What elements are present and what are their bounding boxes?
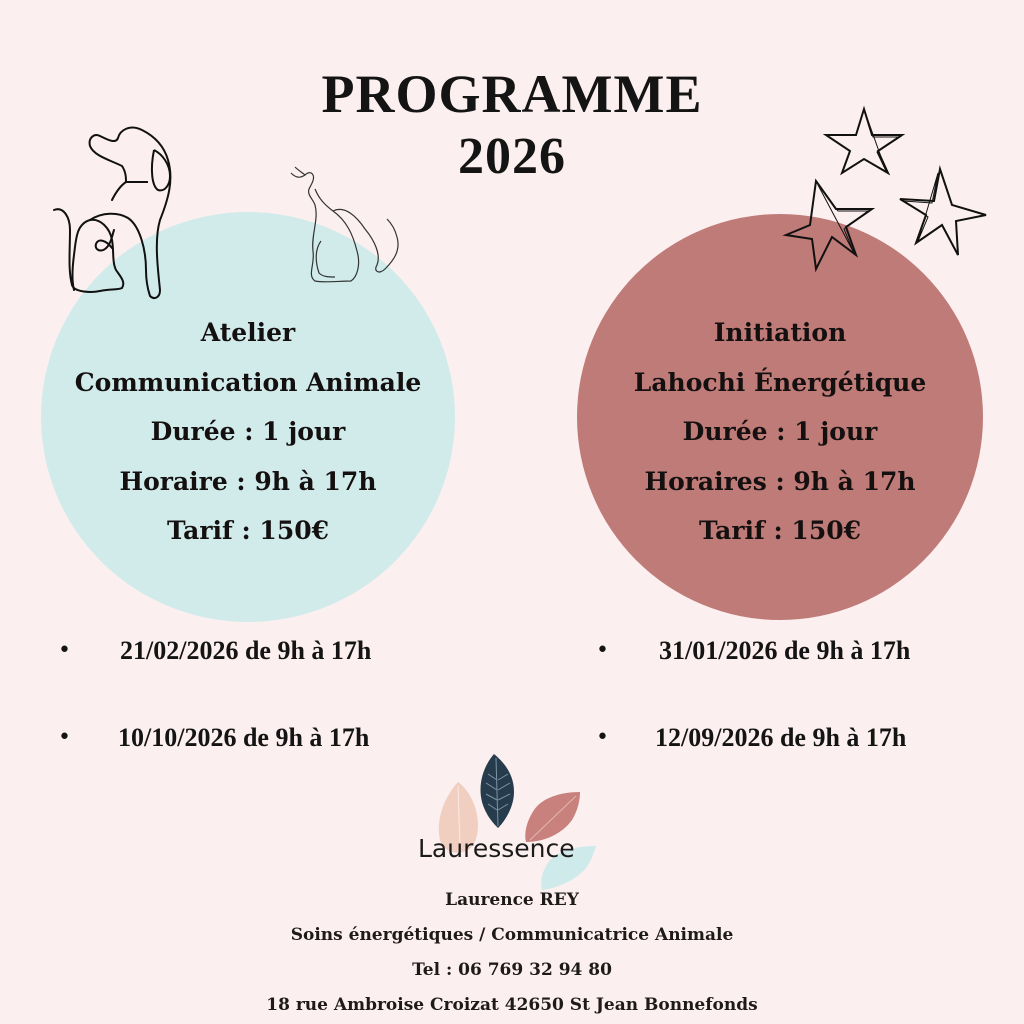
workshop-name: Lahochi Énergétique [633,367,927,397]
contact-address: 18 rue Ambroise Croizat 42650 St Jean Bonnefonds [266,995,758,1015]
star-icon [826,109,902,173]
workshop-type: Atelier [200,318,296,347]
workshop-communication-animale [40,308,456,556]
workshop-type: Initiation [713,318,847,347]
contact-profession: Soins énergétiques / Communicatrice Animale [290,925,734,945]
workshop-duration: Durée : 1 jour [150,417,346,446]
leaves-logo-icon [412,750,612,895]
star-icon [900,169,986,255]
bullet: • [596,725,609,750]
contact-name: Laurence REY [445,890,579,910]
dog-line-icon [50,120,190,305]
workshop-duration: Durée : 1 jour [682,417,878,446]
date-item: 31/01/2026 de 9h à 17h [659,636,911,665]
workshop-price: Tarif : 150€ [166,516,330,545]
date-item: 12/09/2026 de 9h à 17h [655,723,907,752]
workshop-price: Tarif : 150€ [698,516,862,545]
workshop-hours: Horaire : 9h à 17h [119,466,377,496]
logo-text: Lauressence [418,834,575,863]
cat-line-icon [285,165,405,285]
bullet: • [58,725,71,750]
date-item: 10/10/2026 de 9h à 17h [118,723,370,752]
workshop-hours: Horaires : 9h à 17h [644,466,916,496]
bullet: • [596,638,609,663]
workshop-name: Communication Animale [74,367,422,397]
star-icon [786,181,872,269]
contact-phone: Tel : 06 769 32 94 80 [412,960,612,980]
stars-illustration [780,105,990,285]
bullet: • [58,638,71,663]
page-title: PROGRAMME [321,64,703,124]
workshop-lahochi [570,308,990,556]
date-item: 21/02/2026 de 9h à 17h [120,636,372,665]
page-year: 2026 [458,128,566,185]
